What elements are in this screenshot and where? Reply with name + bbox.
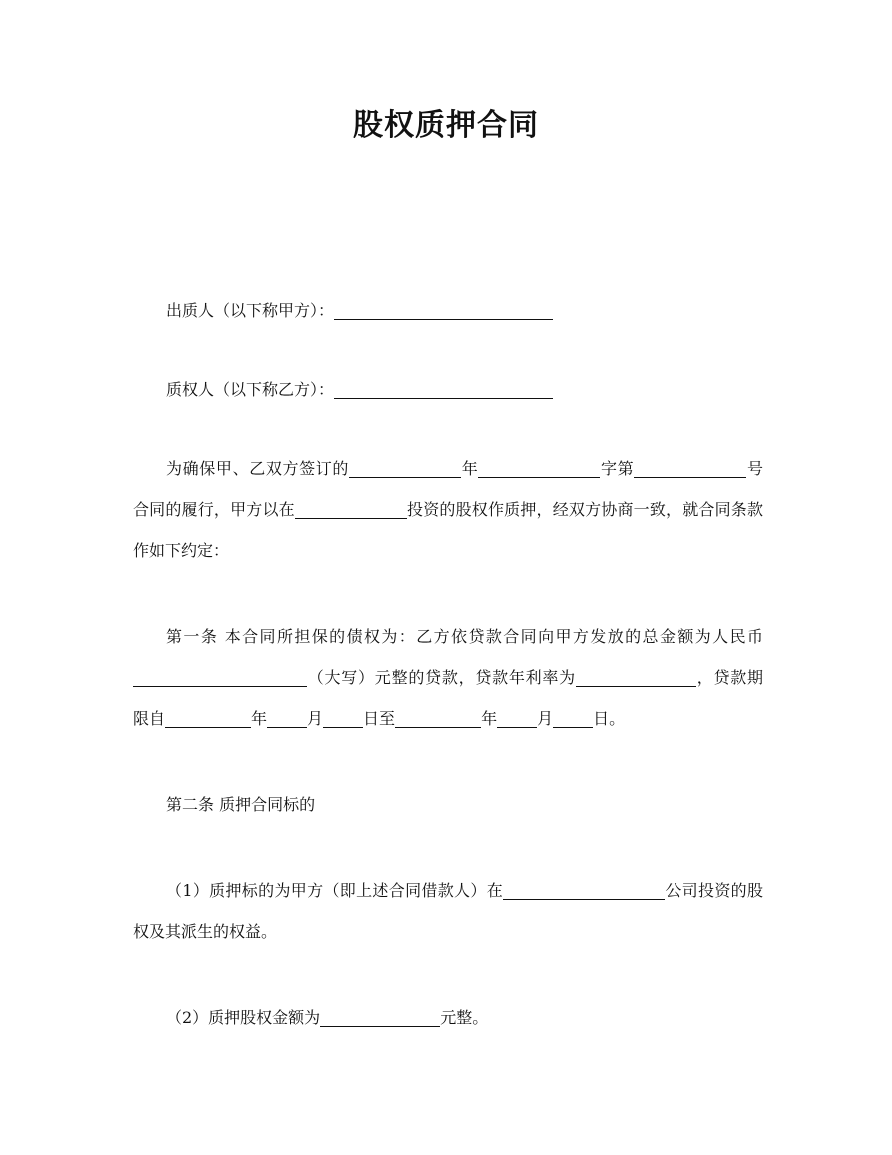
- article-2-item-1-text-2: 公司投资的股权及其派生的权益。: [133, 881, 763, 941]
- article-1-text-2: （大写）元整的贷款，贷款年利率为: [307, 668, 576, 687]
- contract-blank-3: [634, 458, 746, 478]
- start-year-blank: [165, 708, 251, 728]
- article-1-year-1: 年: [251, 709, 268, 728]
- pledgor-line: [133, 290, 763, 331]
- amount-blank: [133, 667, 307, 687]
- article-1-text-1: 第一条 本合同所担保的债权为：乙方依贷款合同向甲方发放的总金额为人民币: [166, 627, 763, 646]
- article-2-item-2: [133, 997, 763, 1038]
- end-year-blank: [395, 708, 481, 728]
- pledge-amount-blank: [320, 1007, 440, 1027]
- article-1-paragraph: [133, 616, 763, 739]
- article-1-month-2: 月: [537, 709, 554, 728]
- start-month-blank: [267, 708, 307, 728]
- article-2-item-1-text-1: （1）质押标的为甲方（即上述合同借款人）在: [166, 881, 504, 900]
- intro-text-4: 号合同的履行，甲方以在: [133, 459, 763, 519]
- start-day-blank: [323, 708, 363, 728]
- contract-blank-1: [349, 458, 461, 478]
- intro-text-3: 字第: [600, 459, 635, 478]
- intro-text-1: 为确保甲、乙双方签订的: [166, 459, 350, 478]
- pledgee-line: [133, 369, 763, 410]
- article-1-day-2: 日。: [593, 709, 626, 728]
- end-month-blank: [497, 708, 537, 728]
- article-2-item-2-text-1: （2）质押股权金额为: [166, 1008, 321, 1027]
- pledgee-label: 质权人（以下称乙方）：: [166, 380, 335, 399]
- article-2-item-2-text-2: 元整。: [440, 1008, 489, 1027]
- pledgee-blank: [334, 379, 553, 399]
- document-body: [133, 290, 763, 1038]
- article-1-text-3: ，贷款期限自: [133, 668, 763, 728]
- article-2-item-1: [133, 870, 763, 952]
- interest-rate-blank: [576, 667, 696, 687]
- article-2-heading: 第二条 质押合同标的: [166, 795, 316, 814]
- article-1-month-1: 月: [307, 709, 324, 728]
- pledgor-label: 出质人（以下称甲方）：: [166, 301, 335, 320]
- article-1-day-1: 日至: [363, 709, 396, 728]
- intro-text-2: 年: [461, 459, 479, 478]
- company-blank: [503, 880, 665, 900]
- end-day-blank: [553, 708, 593, 728]
- intro-text-5: 投资的股权作质押，经双方协商一致，就合同条款作如下约定：: [133, 500, 763, 560]
- article-1-year-2: 年: [481, 709, 498, 728]
- contract-blank-2: [478, 458, 600, 478]
- pledgor-blank: [334, 300, 553, 320]
- document-title: 股权质押合同: [353, 108, 539, 143]
- intro-paragraph: [133, 448, 763, 571]
- investment-blank: [295, 499, 407, 519]
